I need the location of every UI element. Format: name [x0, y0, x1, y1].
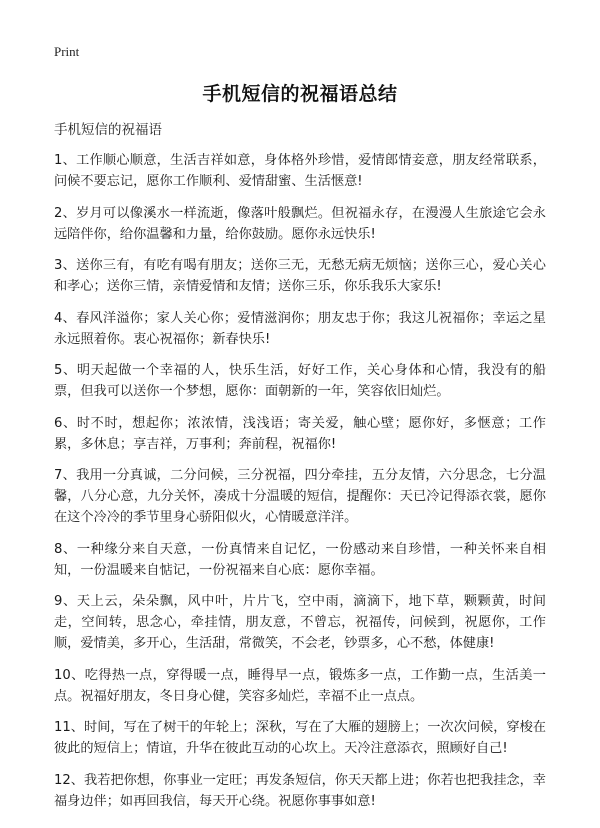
greeting-item: 11、时间，写在了树干的年轮上；深秋，写在了大雁的翅膀上；一次次问候，穿梭在彼此的短信上；情谊，升华在彼此互动的心坎上。天冷注意添衣，照顾好自己!	[54, 720, 546, 756]
greeting-item: 10、吃得热一点，穿得暖一点，睡得早一点，锻炼多一点，工作勤一点，生活美一点。祝福好朋友，冬日身心健，笑容多灿烂，幸福不止一点点。	[54, 667, 546, 704]
greeting-item: 7、我用一分真诚，二分问候，三分祝福，四分牵挂，五分友情，六分思念，七分温馨，八分心意，九分关怀，凑成十分温暖的短信，提醒你：天已冷记得添衣裳，愿你在这个冷冷的季节里身心骄阳似火，心情暖意洋洋。	[54, 468, 546, 525]
greeting-item: 4、春风洋溢你；家人关心你；爱情滋润你；朋友忠于你；我这儿祝福你；幸运之星永远照着你。衷心祝福你；新春快乐!	[54, 310, 546, 347]
greeting-item: 5、明天起做一个幸福的人，快乐生活，好好工作，关心身体和心情，我没有的船票，但我可以送你一个梦想，愿你：面朝新的一年，笑容依旧灿烂。	[54, 363, 546, 399]
greeting-item: 6、时不时，想起你；浓浓情，浅浅语；寄关爱，触心壁；愿你好，多惬意；工作累，多休息；享吉祥，万事利；奔前程，祝福你!	[54, 415, 546, 452]
page-title: 手机短信的祝福语总结	[202, 83, 398, 105]
section-subtitle: 手机短信的祝福语	[54, 122, 162, 138]
greeting-item: 8、一种缘分来自天意，一份真情来自记忆，一份感动来自珍惜，一种关怀来自相知，一份温暖来自惦记，一份祝福来自心底：愿你幸福。	[54, 541, 546, 578]
greeting-list	[54, 150, 546, 822]
greeting-item: 3、送你三有，有吃有喝有朋友；送你三无，无愁无病无烦恼；送你三心，爱心关心和孝心；送你三情，亲情爱情和友情；送你三乐，你乐我乐大家乐!	[54, 258, 546, 294]
greeting-item: 12、我若把你想，你事业一定旺；再发条短信，你天天都上进；你若也把我挂念，幸福身边伴；如再回我信，每天开心绕。祝愿你事事如意!	[54, 772, 546, 809]
print-link[interactable]: Print	[54, 44, 80, 59]
greeting-item: 2、岁月可以像溪水一样流逝，像落叶般飘烂。但祝福永存，在漫漫人生旅途它会永远陪伴你，给你温馨和力量，给你鼓励。愿你永远快乐!	[54, 205, 546, 242]
greeting-item: 9、天上云，朵朵飘，风中叶，片片飞，空中雨，滴滴下，地下草，颗颗黄，时间走，空间转，思念心，牵挂情，朋友意，不曾忘，祝福传，问候到，祝愿你，工作顺，爱情美，多开心，生活甜，常微笑，不会老，钞票多，心不愁，体健康!	[54, 594, 546, 651]
greeting-item: 1、工作顺心顺意，生活吉祥如意，身体格外珍惜，爱情郎情妾意，朋友经常联系，问候不要忘记，愿你工作顺利、爱情甜蜜、生活惬意!	[54, 153, 546, 189]
